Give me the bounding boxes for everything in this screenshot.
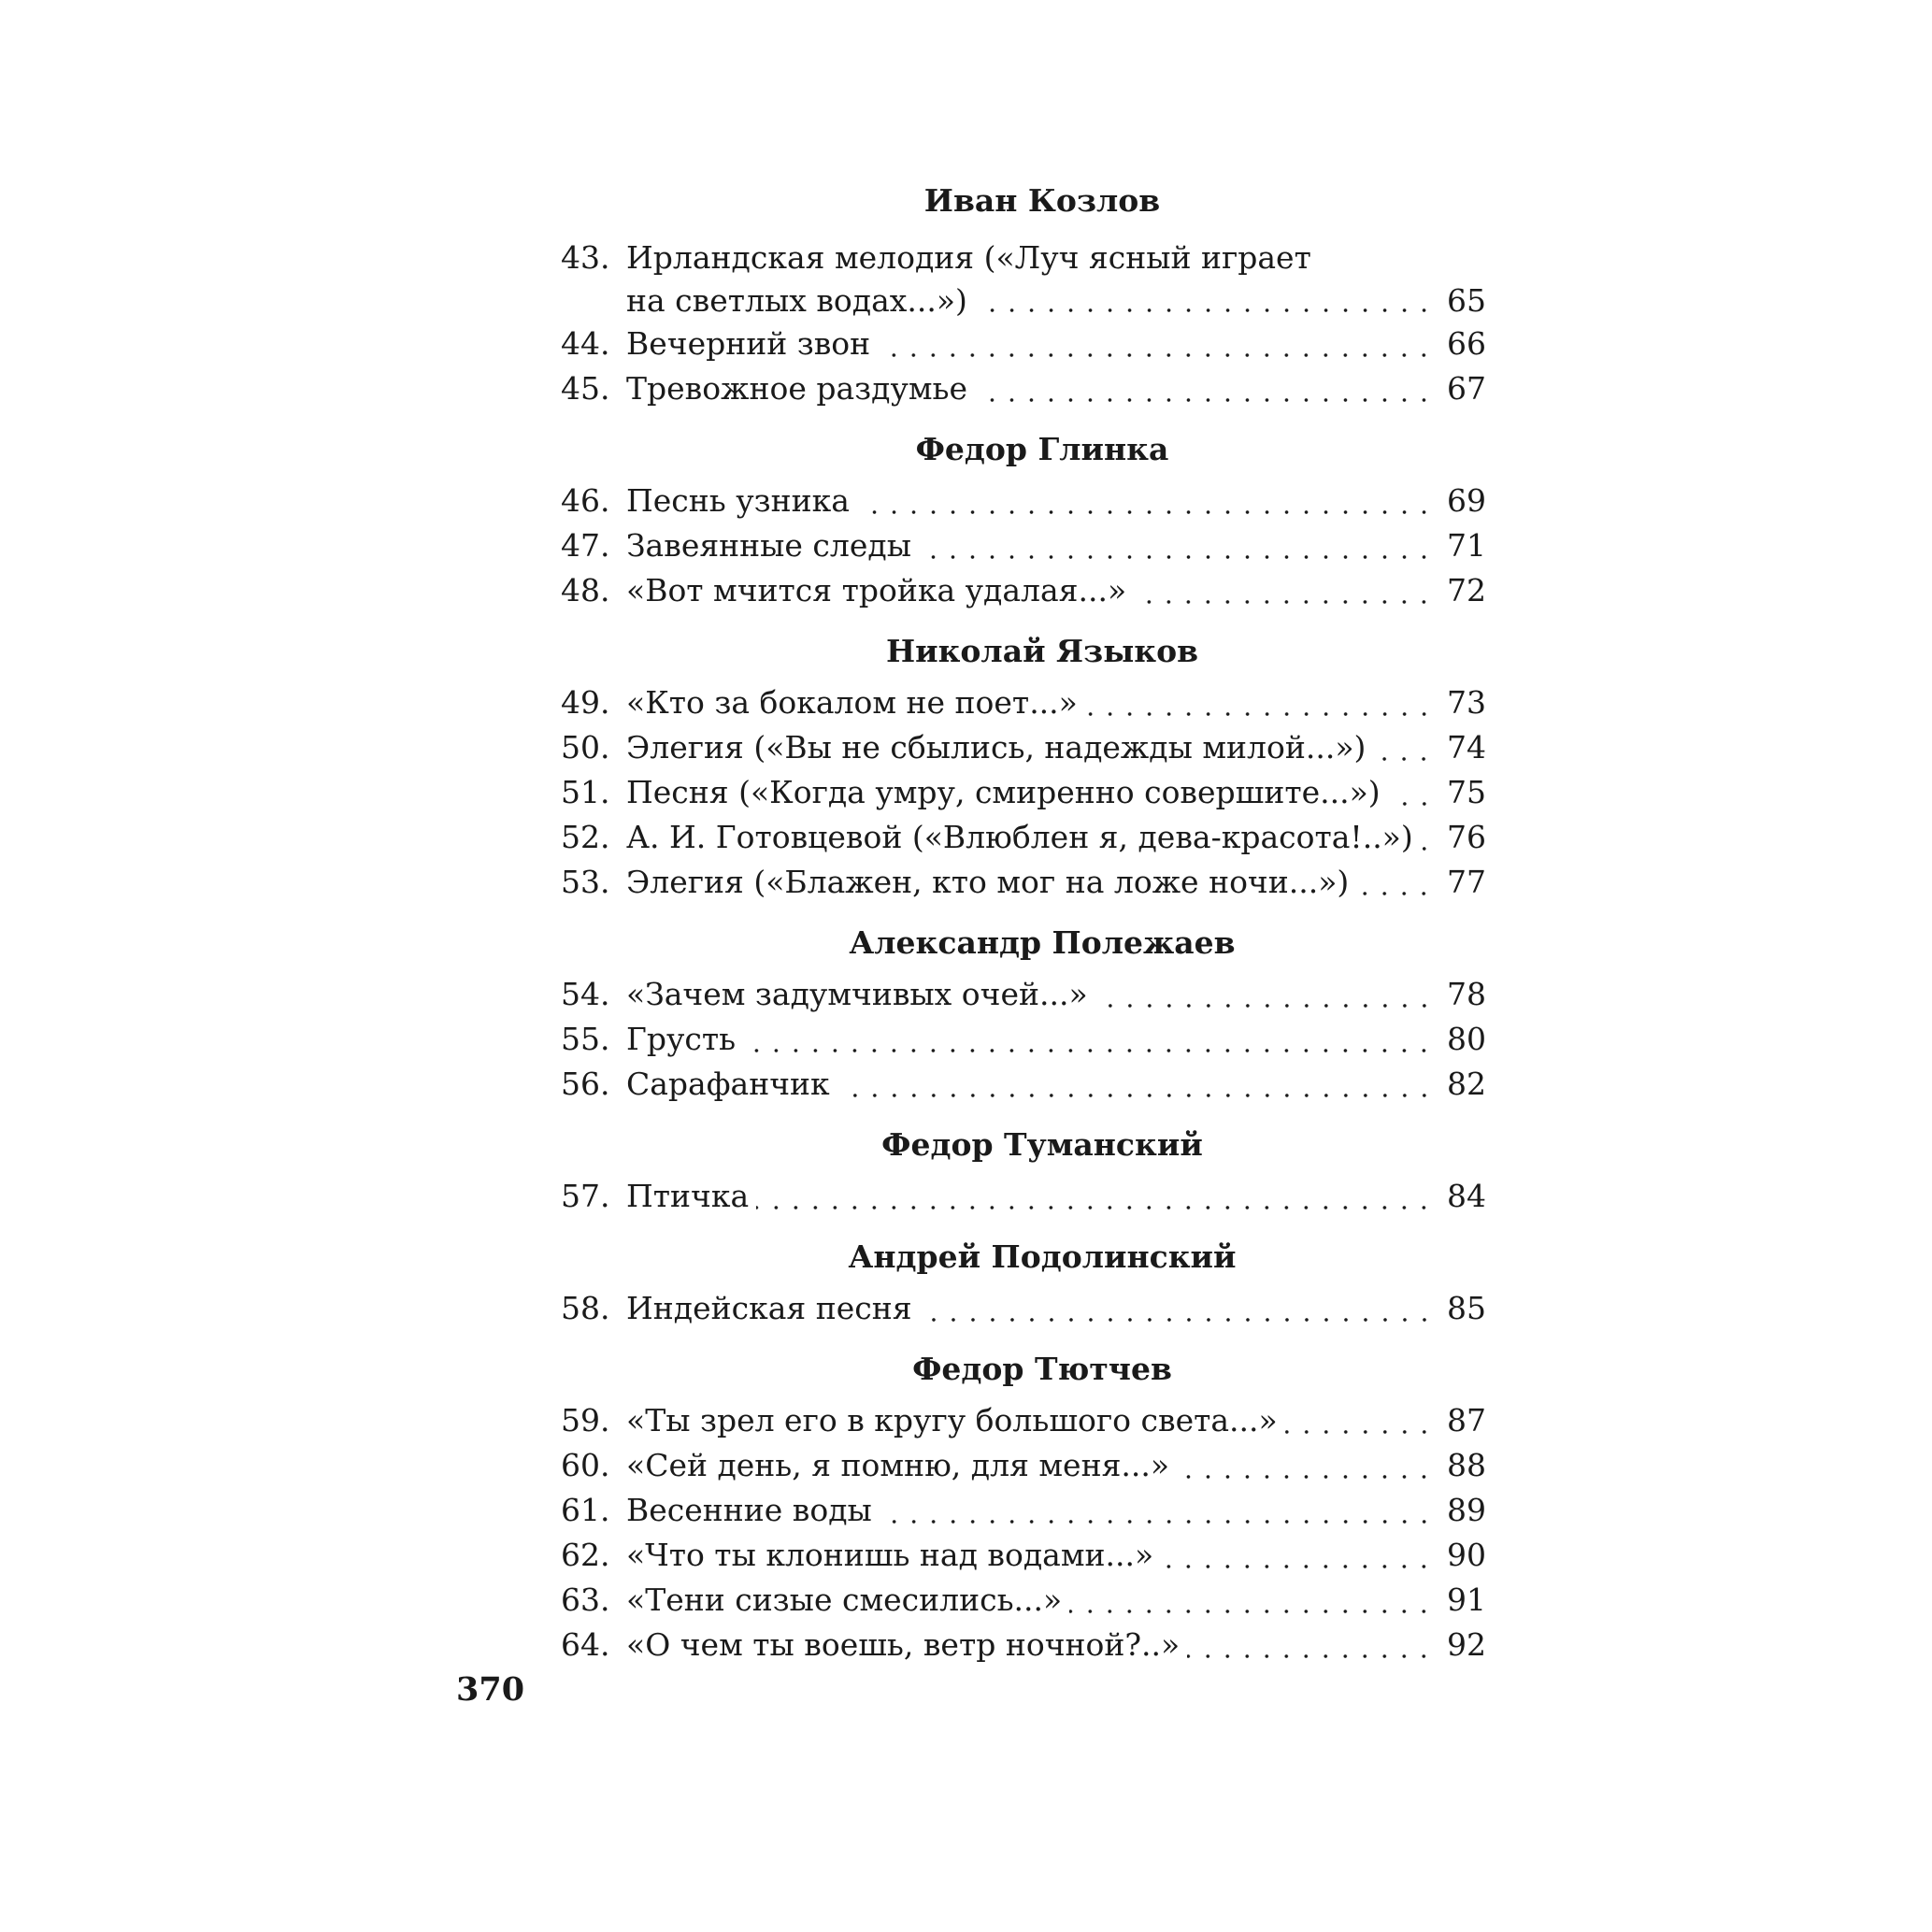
entry-number: 63. [561, 1581, 610, 1618]
dot-leader [1134, 600, 1434, 604]
entry-number: 49. [561, 684, 610, 721]
entry-number: 46. [561, 482, 610, 519]
author-heading: Николай Языков [885, 633, 1199, 669]
toc-entry[interactable] [561, 1623, 1486, 1667]
entry-title: Ирландская мелодия («Луч ясный играет [626, 239, 1311, 276]
entry-page: 90 [1447, 1537, 1486, 1573]
toc-entry[interactable] [561, 680, 1486, 725]
entry-page: 72 [1447, 572, 1486, 608]
toc-entry[interactable] [561, 1174, 1486, 1219]
toc-entry[interactable] [561, 1286, 1486, 1331]
entry-title: «Сей день, я помню, для меня...» [626, 1447, 1170, 1483]
dot-leader [1285, 1430, 1434, 1434]
author-heading: Федор Глинка [915, 431, 1169, 467]
entry-number: 64. [561, 1626, 610, 1663]
dot-leader [1421, 847, 1434, 851]
entry-number: 44. [561, 325, 610, 362]
toc-entry[interactable] [561, 972, 1486, 1017]
entry-title: «Что ты клонишь над водами...» [626, 1537, 1154, 1573]
entry-title: Птичка [626, 1178, 750, 1214]
entry-number: 51. [561, 774, 610, 810]
dot-leader [857, 510, 1434, 514]
dot-leader [919, 555, 1434, 559]
entry-page: 77 [1447, 864, 1486, 900]
author-heading: Андрей Подолинский [848, 1238, 1237, 1275]
entry-page: 71 [1447, 527, 1486, 564]
dot-leader [1177, 1475, 1434, 1479]
entry-title: Сарафанчик [626, 1066, 830, 1102]
author-heading: Федор Туманский [881, 1126, 1203, 1163]
dot-leader [1356, 892, 1434, 895]
dot-leader [1085, 712, 1434, 716]
entry-page: 88 [1447, 1447, 1486, 1483]
entry-title: А. И. Готовцевой («Влюблен я, дева-красота!..») [626, 819, 1413, 855]
entry-page: 65 [1447, 282, 1486, 319]
entry-page: 69 [1447, 482, 1486, 519]
entry-number: 61. [561, 1492, 610, 1528]
entry-title: «Зачем задумчивых очей...» [626, 976, 1088, 1012]
dot-leader [878, 353, 1434, 357]
dot-leader [1095, 1004, 1434, 1008]
entry-title: Вечерний звон [626, 325, 871, 362]
dot-leader [1187, 1654, 1434, 1658]
entry-number: 56. [561, 1066, 610, 1102]
toc-entry[interactable] [561, 860, 1486, 905]
entry-page: 73 [1447, 684, 1486, 721]
entry-number: 55. [561, 1021, 610, 1057]
toc-entry[interactable] [561, 568, 1486, 613]
page-number: 370 [456, 1670, 525, 1709]
toc-entry[interactable] [561, 815, 1486, 860]
table-of-contents [561, 178, 1486, 1667]
toc-entry[interactable] [561, 479, 1486, 523]
entry-title: «Кто за бокалом не поет...» [626, 684, 1078, 721]
entry-number: 47. [561, 527, 610, 564]
entry-page: 74 [1447, 729, 1486, 766]
entry-title: Элегия («Вы не сбылись, надежды милой...») [626, 729, 1367, 766]
entry-page: 66 [1447, 325, 1486, 362]
dot-leader [743, 1049, 1434, 1052]
dot-leader [1373, 757, 1434, 761]
toc-entry[interactable] [561, 1488, 1486, 1533]
toc-entry[interactable] [561, 770, 1486, 815]
entry-page: 92 [1447, 1626, 1486, 1663]
entry-title: Завеянные следы [626, 527, 911, 564]
toc-entry[interactable] [561, 1017, 1486, 1062]
dot-leader [975, 308, 1434, 312]
entry-title: Тревожное раздумье [626, 370, 968, 407]
entry-title: Весенние воды [626, 1492, 872, 1528]
toc-entry[interactable] [561, 1578, 1486, 1623]
toc-entry[interactable] [561, 1533, 1486, 1578]
entry-title: «Ты зрел его в кругу большого света...» [626, 1402, 1278, 1438]
entry-number: 58. [561, 1290, 610, 1326]
author-heading: Александр Полежаев [849, 924, 1236, 961]
entry-title: Индейская песня [626, 1290, 912, 1326]
entry-page: 91 [1447, 1581, 1486, 1618]
dot-leader [1161, 1565, 1434, 1568]
toc-entry[interactable] [561, 1398, 1486, 1443]
entry-page: 85 [1447, 1290, 1486, 1326]
entry-title: Песнь узника [626, 482, 850, 519]
entry-number: 43. [561, 239, 610, 276]
author-heading: Федор Тютчев [912, 1351, 1172, 1387]
entry-number: 52. [561, 819, 610, 855]
toc-entry[interactable] [561, 366, 1486, 411]
toc-entry[interactable] [561, 725, 1486, 770]
toc-entry[interactable] [561, 322, 1486, 366]
entry-number: 60. [561, 1447, 610, 1483]
entry-page: 84 [1447, 1178, 1486, 1214]
entry-number: 50. [561, 729, 610, 766]
toc-entry[interactable] [561, 523, 1486, 568]
entry-page: 76 [1447, 819, 1486, 855]
entry-page: 87 [1447, 1402, 1486, 1438]
entry-title: «Вот мчится тройка удалая...» [626, 572, 1127, 608]
entry-title: Песня («Когда умру, смиренно совершите...») [626, 774, 1381, 810]
entry-title: Элегия («Блажен, кто мог на ложе ночи...») [626, 864, 1350, 900]
toc-entry[interactable] [561, 237, 1486, 322]
entry-number: 48. [561, 572, 610, 608]
entry-number: 53. [561, 864, 610, 900]
toc-entry[interactable] [561, 1443, 1486, 1488]
dot-leader [837, 1094, 1434, 1097]
dot-leader [1069, 1610, 1434, 1613]
entry-number: 54. [561, 976, 610, 1012]
toc-entry[interactable] [561, 1062, 1486, 1107]
author-heading: Иван Козлов [923, 182, 1161, 219]
dot-leader [1388, 802, 1434, 806]
entry-page: 82 [1447, 1066, 1486, 1102]
entry-title: Грусть [626, 1021, 737, 1057]
entry-page: 78 [1447, 976, 1486, 1012]
dot-leader [975, 398, 1434, 402]
dot-leader [756, 1206, 1434, 1209]
entry-page: 89 [1447, 1492, 1486, 1528]
dot-leader [880, 1520, 1434, 1524]
entry-title: «О чем ты воешь, ветр ночной?..» [626, 1626, 1181, 1663]
entry-number: 59. [561, 1402, 610, 1438]
entry-page: 80 [1447, 1021, 1486, 1057]
entry-number: 45. [561, 370, 610, 407]
dot-leader [920, 1318, 1434, 1322]
entry-title: «Тени сизые смесились...» [626, 1581, 1063, 1618]
entry-page: 67 [1447, 370, 1486, 407]
entry-number: 62. [561, 1537, 610, 1573]
entry-title-continued: на светлых водах...») [626, 282, 967, 319]
entry-number: 57. [561, 1178, 610, 1214]
entry-page: 75 [1447, 774, 1486, 810]
